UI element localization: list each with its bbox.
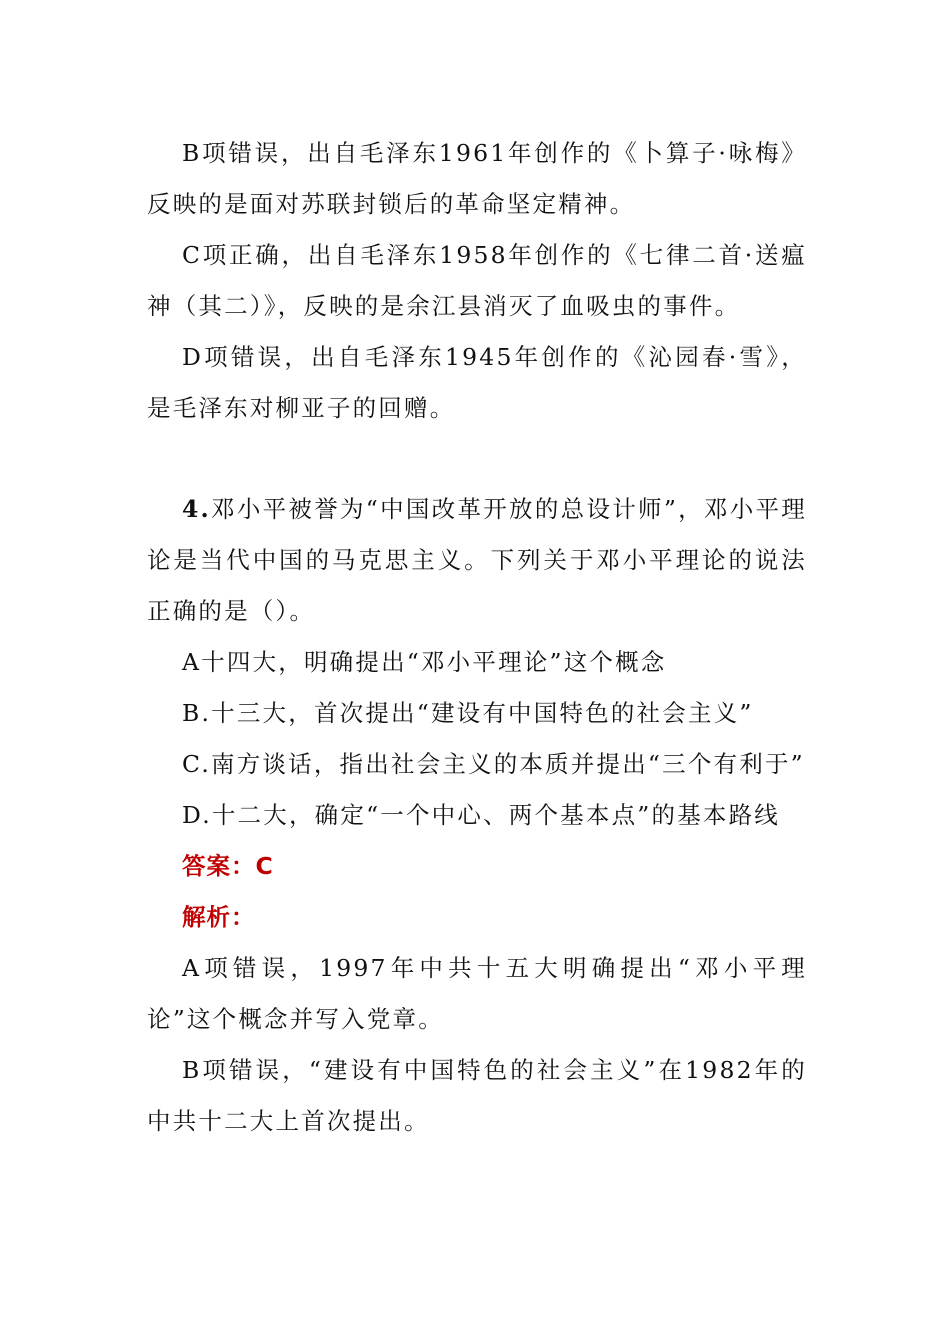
- analysis-heading: [147, 892, 807, 943]
- analysis-label: 解析：: [182, 903, 256, 931]
- prev-analysis-option-b: B项错误，出自毛泽东1961年创作的《卜算子·咏梅》反映的是面对苏联封锁后的革命坚定精神。: [147, 139, 807, 218]
- option-c: C.南方谈话，指出社会主义的本质并提出“三个有利于”: [182, 750, 805, 778]
- question-stem: [147, 484, 807, 637]
- page-content: [147, 128, 807, 1147]
- option-b: B.十三大，首次提出“建设有中国特色的社会主义”: [182, 699, 754, 727]
- prev-analysis-option-d: D项错误，出自毛泽东1945年创作的《沁园春·雪》，是毛泽东对柳亚子的回赠。: [147, 343, 807, 422]
- question-number: 4.: [182, 495, 211, 523]
- analysis-option-a: A项错误，1997年中共十五大明确提出“邓小平理论”这个概念并写入党章。: [147, 954, 807, 1033]
- option-a: A十四大，明确提出“邓小平理论”这个概念: [182, 648, 667, 676]
- answer-line: [147, 841, 807, 892]
- question-stem-text: 邓小平被誉为“中国改革开放的总设计师”，邓小平理论是当代中国的马克思主义。下列关于邓小平理论的说法正确的是（）。: [147, 495, 807, 625]
- option-d: D.十二大，确定“一个中心、两个基本点”的基本路线: [182, 801, 781, 829]
- prev-analysis-option-c: C项正确，出自毛泽东1958年创作的《七律二首·送瘟神（其二）》，反映的是余江县消灭了血吸虫的事件。: [147, 241, 807, 320]
- analysis-option-b: B项错误，“建设有中国特色的社会主义”在1982年的中共十二大上首次提出。: [147, 1056, 807, 1135]
- section-spacer: [147, 434, 807, 484]
- answer-label: 答案：C: [182, 852, 274, 880]
